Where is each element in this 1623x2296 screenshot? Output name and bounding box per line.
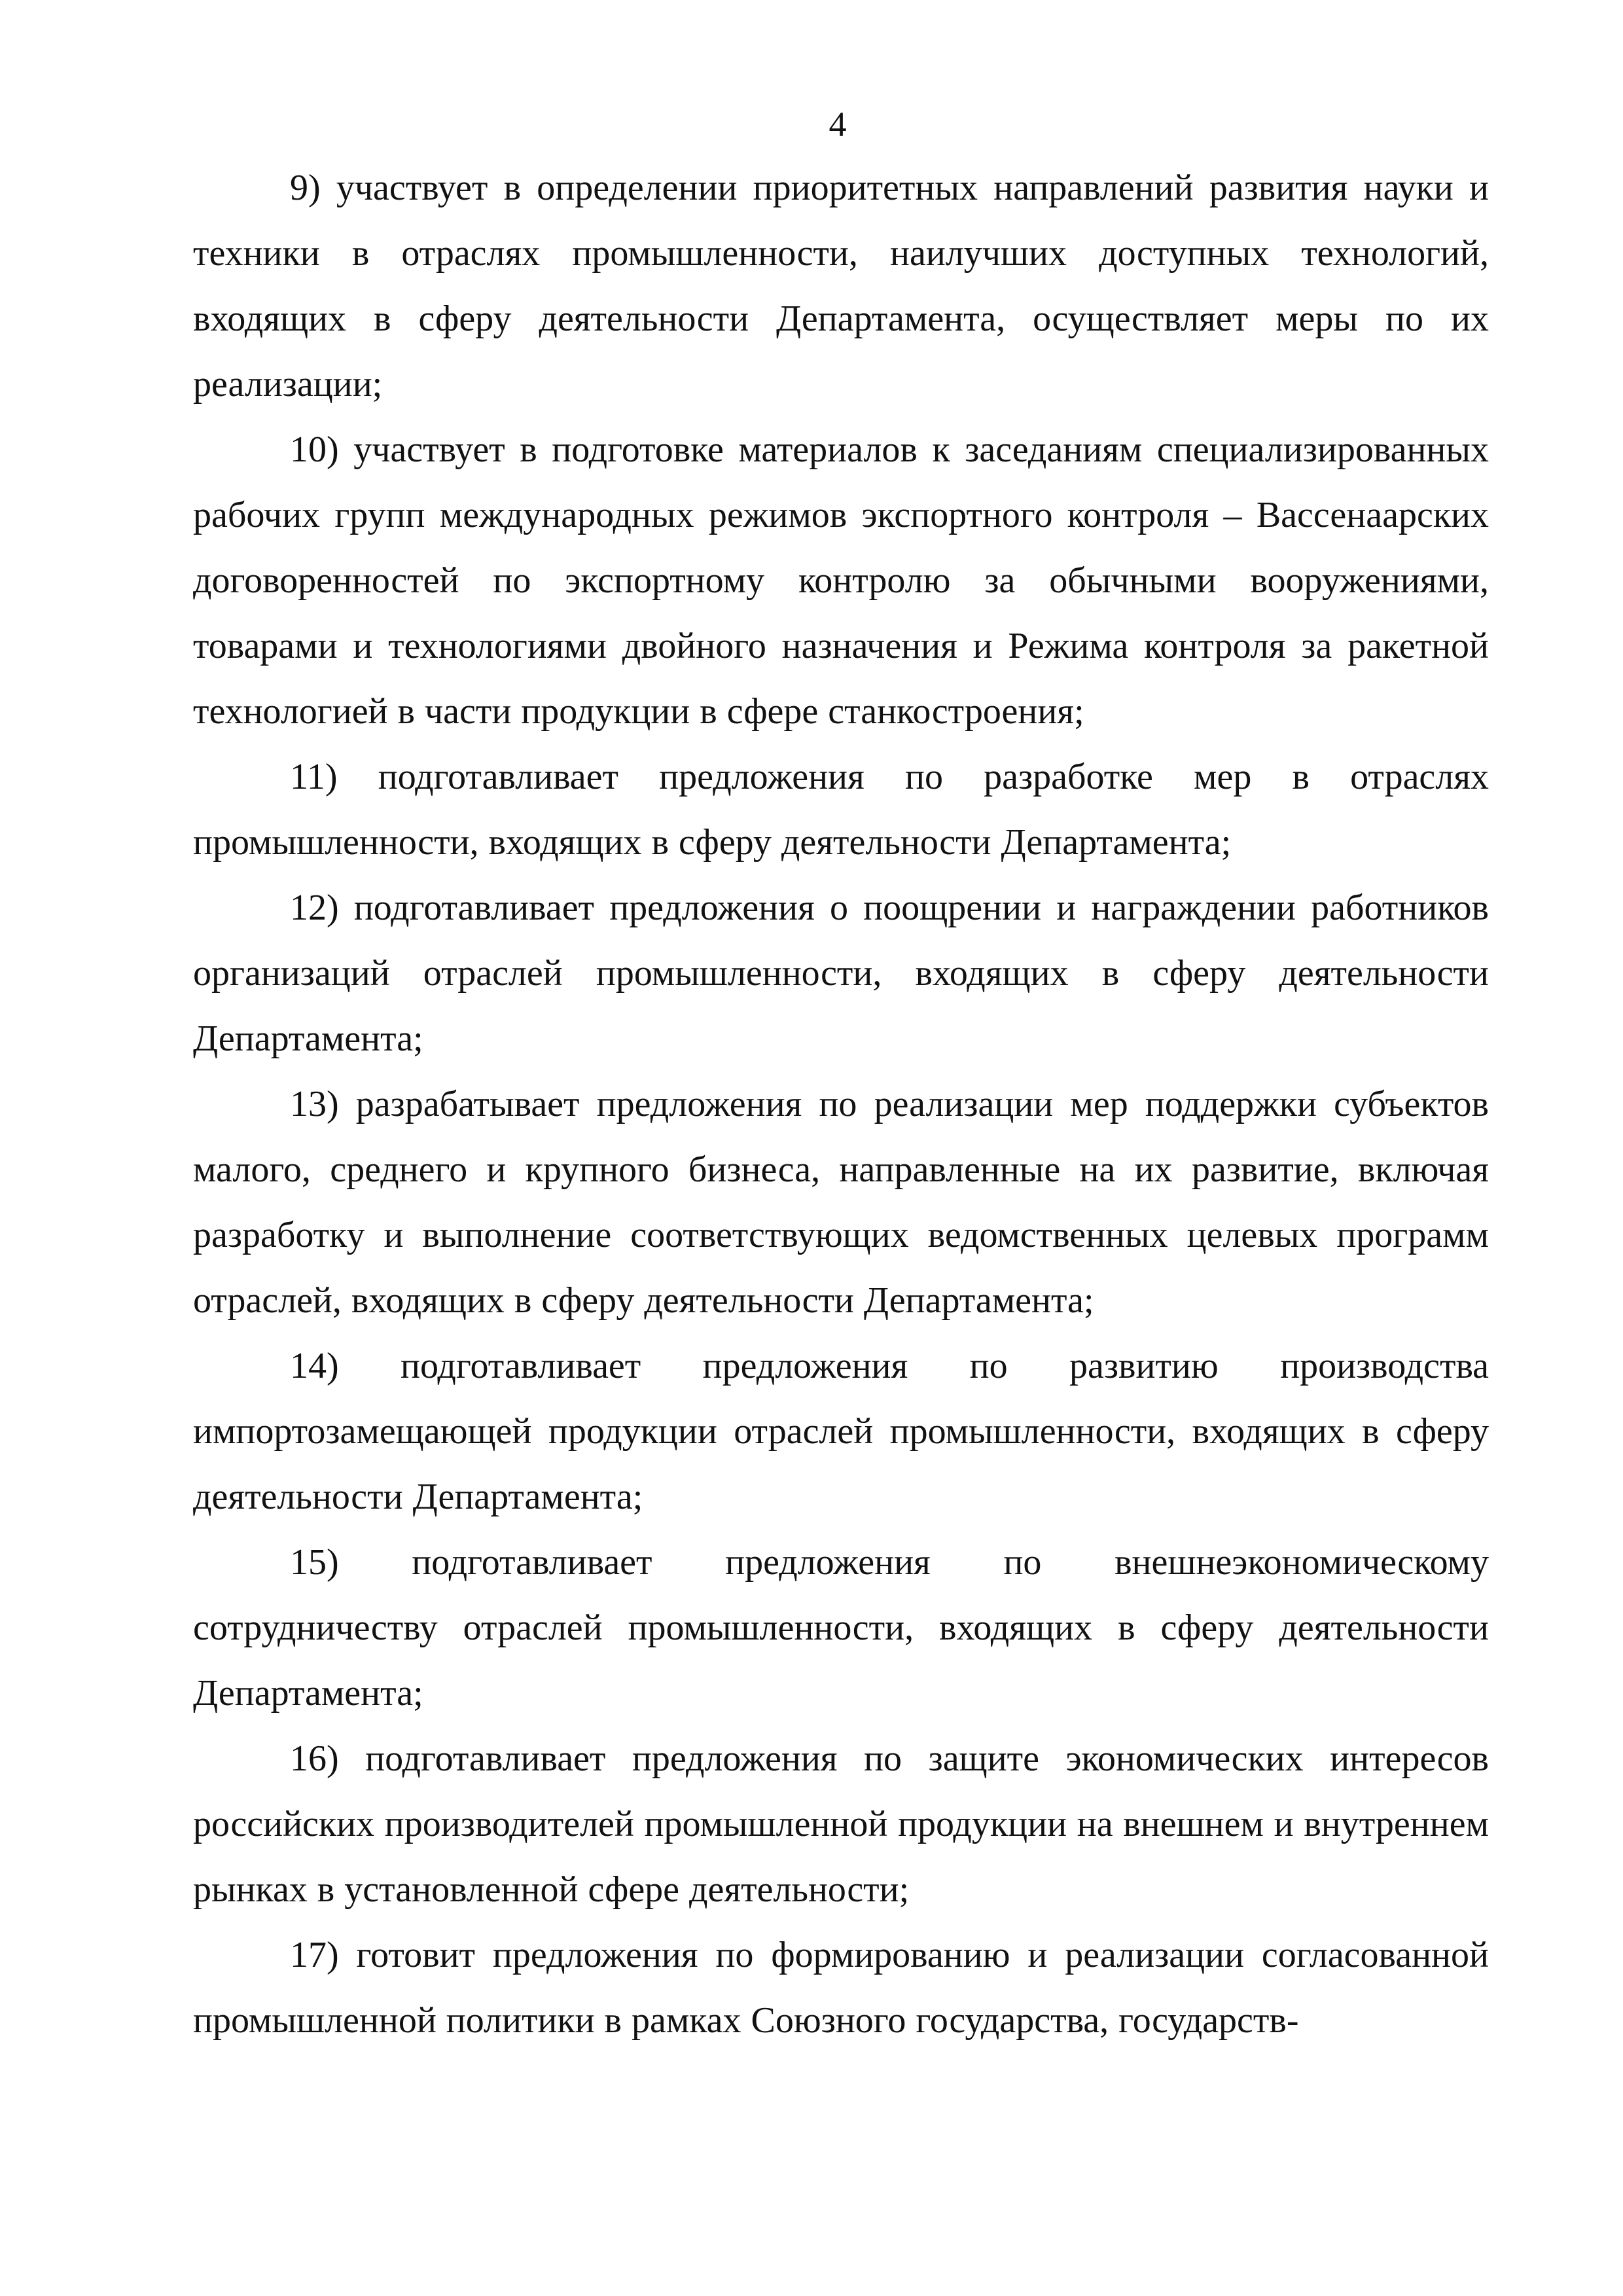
paragraph-item-11: 11) подготавливает предложения по разработке мер в отраслях промышленности, входящих в сферу деятельности Департамента; — [193, 757, 1489, 863]
paragraph-item-16: 16) подготавливает предложения по защите экономических интересов российских производителей промышленной продукции на внешнем и внутреннем рынках в установленной сфере деятельности; — [193, 1738, 1489, 1910]
paragraph-item-14: 14) подготавливает предложения по развитию производства импортозамещающей продукции отраслей промышленности, входящих в сферу деятельности Департамента; — [193, 1346, 1489, 1517]
document-body — [193, 155, 1489, 2053]
paragraph-item-13: 13) разрабатывает предложения по реализации мер поддержки субъектов малого, среднего и крупного бизнеса, направленные на их развитие, включая разработку и выполнение соответствующих ведомственных целевых программ отраслей, входящих в сферу деятельности Департамента; — [193, 1084, 1489, 1321]
paragraph-item-12: 12) подготавливает предложения о поощрении и награждении работников организаций отраслей промышленности, входящих в сферу деятельности Департамента; — [193, 888, 1489, 1059]
page-number: 4 — [829, 105, 847, 144]
paragraph-item-9: 9) участвует в определении приоритетных направлений развития науки и техники в отраслях промышленности, наилучших доступных технологий, входящих в сферу деятельности Департамента, осуществляет меры по их реализации; — [193, 168, 1489, 404]
paragraph-item-15: 15) подготавливает предложения по внешнеэкономическому сотрудничеству отраслей промышленности, входящих в сферу деятельности Департамента; — [193, 1542, 1489, 1713]
paragraph-item-10: 10) участвует в подготовке материалов к заседаниям специализированных рабочих групп международных режимов экспортного контроля – Вассенаарских договоренностей по экспортному контролю за обычными вооружениями, товарами и технологиями двойного назначения и Режима контроля за ракетной технологией в части продукции в сфере станкостроения; — [193, 429, 1489, 732]
paragraph-item-17: 17) готовит предложения по формированию и реализации согласованной промышленной политики в рамках Союзного государства, государств- — [193, 1935, 1489, 2041]
